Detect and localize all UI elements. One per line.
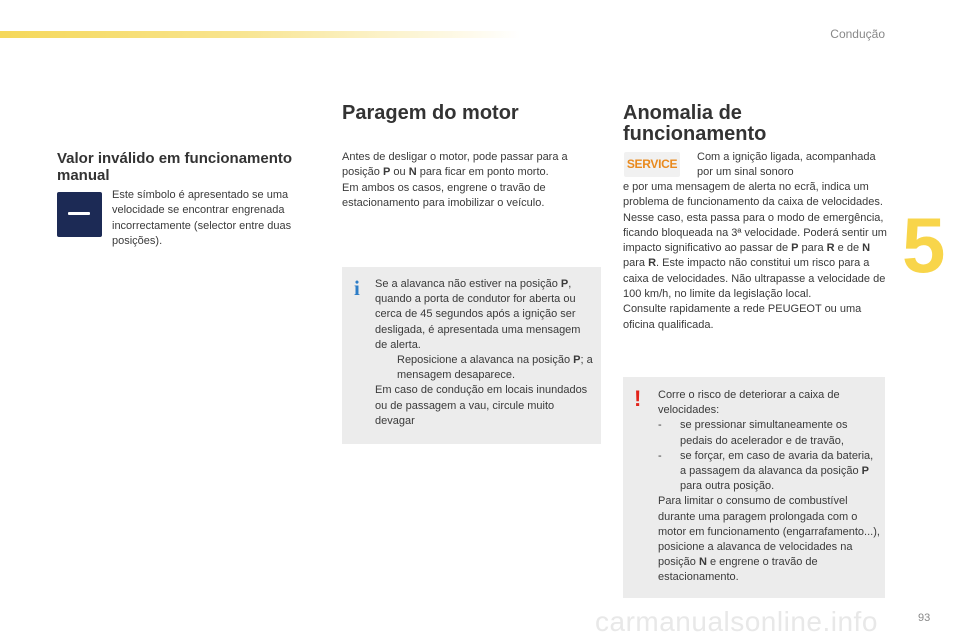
engine-stop-title: Paragem do motor (342, 102, 519, 124)
info-box-text: Se a alavanca não estiver na posição P, quando a porta de condutor for aberta ou cerca de 45 segundos após a ignição ser desligada, é apresentada uma mensagem de alerta. Reposicione a alavanca na posição P; a mensagem desaparece. Em caso de condução em locais inundados ou de passagem a vau, circule muito devagar (375, 278, 593, 427)
chapter-number: 5 (902, 201, 946, 289)
engine-stop-text: Antes de desligar o motor, pode passar para a posição P ou N para ficar em ponto morto. Em ambos os casos, engrene o travão de estacionamento para imobilizar o veículo. (342, 151, 568, 209)
watermark: carmanualsonline.info (595, 606, 878, 637)
malfunction-text-top: Com a ignição ligada, acompanhada por um sinal sonoro (697, 151, 876, 179)
malfunction-text: e por uma mensagem de alerta no ecrã, indica um problema de funcionamento da caixa de velocidades. Nesse caso, esta passa para o modo de emergência, ficando bloqueada na 3ª velocidade. Poderá sentir um impacto significativo ao passar de P para R e de N para R. Este impacto não constitui um risco para a caixa de velocidades. Não ultrapasse a velocidade de 100 km/h, no limite da legislação local. Consulte rapidamente a rede PEUGEOT ou uma oficina qualificada. (623, 181, 887, 331)
page-number: 93 (918, 612, 931, 624)
header-color-bar (0, 31, 520, 38)
service-warning-icon: SERVICE (624, 152, 680, 177)
manual-section-title: Valor inválido em funcionamento manual (57, 150, 293, 184)
warning-icon: ! (634, 386, 642, 411)
manual-section-text: Este símbolo é apresentado se uma velocidade se encontrar engrenada incorrectamente (selector entre duas posições). (112, 189, 292, 247)
info-icon: i (354, 276, 360, 300)
gear-indicator-icon (57, 192, 102, 237)
malfunction-title: Anomalia de funcionamento (623, 102, 767, 145)
section-title: Condução (830, 27, 885, 41)
warning-box-text: Corre o risco de deteriorar a caixa de velocidades: - se pressionar simultaneamente os pedais do acelerador e de travão, - se forçar, em caso de avaria da bateria, a passagem da alavanca da posição P para outra posição. Para limitar o consumo de combustível durante uma paragem prolongada com o motor em funcionamento (engarrafamento...), posicione a alavanca de velocidades na posição N e engrene o travão de estacionamento. (658, 389, 880, 584)
